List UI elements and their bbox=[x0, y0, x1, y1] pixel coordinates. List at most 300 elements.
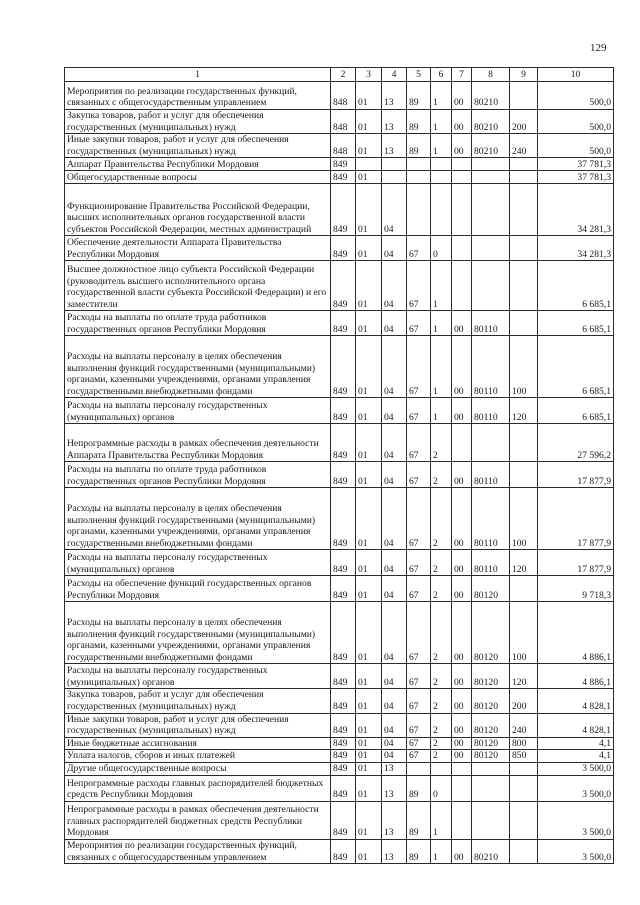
section-code: 01 bbox=[356, 171, 382, 184]
expense-type-code: 100 bbox=[510, 602, 538, 664]
expense-name: Высшее должностное лицо субъекта Российской Федерации (руководитель высшего исполнительного органа государственной власти субъекта Российской Федерации) и его заместители bbox=[65, 261, 331, 311]
direction-code: 80120 bbox=[472, 750, 510, 763]
amount: 500,0 bbox=[538, 110, 614, 134]
budget-table bbox=[64, 67, 614, 864]
expense-type-code bbox=[510, 839, 538, 863]
column-header: 7 bbox=[452, 68, 472, 82]
table-row bbox=[65, 158, 614, 171]
direction-code: 80110 bbox=[472, 398, 510, 424]
ministry-code: 849 bbox=[331, 664, 356, 689]
subsection-code: 04 bbox=[382, 184, 407, 236]
subprogram-code: 2 bbox=[431, 488, 452, 550]
subsection-code: 04 bbox=[382, 602, 407, 664]
subsection-code: 04 bbox=[382, 689, 407, 713]
subprogram-code: 1 bbox=[431, 336, 452, 398]
expense-type-code: 200 bbox=[510, 689, 538, 713]
event-code: 00 bbox=[452, 750, 472, 763]
program-code: 89 bbox=[407, 775, 431, 801]
event-code: 00 bbox=[452, 737, 472, 750]
direction-code bbox=[472, 236, 510, 261]
table-row bbox=[65, 801, 614, 839]
ministry-code: 848 bbox=[331, 82, 356, 110]
subprogram-code: 1 bbox=[431, 82, 452, 110]
program-code: 67 bbox=[407, 550, 431, 576]
event-code: 00 bbox=[452, 336, 472, 398]
amount: 500,0 bbox=[538, 82, 614, 110]
direction-code bbox=[472, 261, 510, 311]
section-code: 01 bbox=[356, 801, 382, 839]
ministry-code: 849 bbox=[331, 775, 356, 801]
subsection-code: 04 bbox=[382, 261, 407, 311]
direction-code: 80120 bbox=[472, 713, 510, 737]
section-code: 01 bbox=[356, 184, 382, 236]
amount: 17 877,9 bbox=[538, 488, 614, 550]
section-code: 01 bbox=[356, 82, 382, 110]
expense-type-code bbox=[510, 82, 538, 110]
table-row bbox=[65, 171, 614, 184]
subprogram-code: 2 bbox=[431, 424, 452, 462]
program-code: 67 bbox=[407, 398, 431, 424]
expense-type-code: 850 bbox=[510, 750, 538, 763]
subprogram-code: 2 bbox=[431, 576, 452, 602]
subsection-code: 04 bbox=[382, 424, 407, 462]
direction-code: 80110 bbox=[472, 550, 510, 576]
amount: 4,1 bbox=[538, 737, 614, 750]
expense-name: Иные закупки товаров, работ и услуг для обеспечения государственных (муниципальных) нужд bbox=[65, 134, 331, 158]
amount: 4 828,1 bbox=[538, 713, 614, 737]
event-code: 00 bbox=[452, 550, 472, 576]
table-row bbox=[65, 737, 614, 750]
table-row bbox=[65, 839, 614, 863]
direction-code: 80110 bbox=[472, 488, 510, 550]
amount: 500,0 bbox=[538, 134, 614, 158]
program-code: 67 bbox=[407, 664, 431, 689]
direction-code bbox=[472, 184, 510, 236]
program-code: 67 bbox=[407, 602, 431, 664]
table-row bbox=[65, 576, 614, 602]
expense-type-code: 100 bbox=[510, 336, 538, 398]
program-code bbox=[407, 184, 431, 236]
section-code: 01 bbox=[356, 261, 382, 311]
direction-code: 80120 bbox=[472, 737, 510, 750]
amount: 4 886,1 bbox=[538, 664, 614, 689]
subsection-code: 13 bbox=[382, 801, 407, 839]
amount: 3 500,0 bbox=[538, 762, 614, 775]
program-code: 67 bbox=[407, 737, 431, 750]
direction-code bbox=[472, 801, 510, 839]
expense-type-code bbox=[510, 184, 538, 236]
subsection-code: 04 bbox=[382, 311, 407, 336]
expense-name: Другие общегосударственные вопросы bbox=[65, 762, 331, 775]
expense-name: Расходы на выплаты персоналу в целях обеспечения выполнения функций государственными (муниципальными) органами, казенными учреждениями, органами управления государственными внебюджетными фондами bbox=[65, 488, 331, 550]
subprogram-code: 2 bbox=[431, 713, 452, 737]
expense-type-code: 120 bbox=[510, 398, 538, 424]
ministry-code: 849 bbox=[331, 261, 356, 311]
program-code: 89 bbox=[407, 134, 431, 158]
column-header: 8 bbox=[472, 68, 510, 82]
expense-type-code: 100 bbox=[510, 488, 538, 550]
section-code: 01 bbox=[356, 488, 382, 550]
expense-type-code bbox=[510, 801, 538, 839]
program-code: 67 bbox=[407, 462, 431, 488]
ministry-code: 849 bbox=[331, 839, 356, 863]
subprogram-code: 2 bbox=[431, 689, 452, 713]
subsection-code: 04 bbox=[382, 398, 407, 424]
event-code: 00 bbox=[452, 82, 472, 110]
section-code: 01 bbox=[356, 602, 382, 664]
amount: 9 718,3 bbox=[538, 576, 614, 602]
expense-type-code bbox=[510, 261, 538, 311]
ministry-code: 849 bbox=[331, 158, 356, 171]
subsection-code: 04 bbox=[382, 713, 407, 737]
program-code: 89 bbox=[407, 839, 431, 863]
amount: 3 500,0 bbox=[538, 775, 614, 801]
expense-type-code bbox=[510, 775, 538, 801]
direction-code bbox=[472, 762, 510, 775]
table-row bbox=[65, 602, 614, 664]
ministry-code: 848 bbox=[331, 110, 356, 134]
column-header: 1 bbox=[65, 68, 331, 82]
event-code bbox=[452, 261, 472, 311]
event-code bbox=[452, 236, 472, 261]
event-code: 00 bbox=[452, 462, 472, 488]
column-header: 3 bbox=[356, 68, 382, 82]
amount: 6 685,1 bbox=[538, 311, 614, 336]
amount: 3 500,0 bbox=[538, 801, 614, 839]
ministry-code: 849 bbox=[331, 713, 356, 737]
event-code bbox=[452, 424, 472, 462]
subprogram-code bbox=[431, 184, 452, 236]
amount: 37 781,3 bbox=[538, 171, 614, 184]
section-code: 01 bbox=[356, 550, 382, 576]
ministry-code: 849 bbox=[331, 737, 356, 750]
subprogram-code: 1 bbox=[431, 110, 452, 134]
subprogram-code: 0 bbox=[431, 775, 452, 801]
section-code: 01 bbox=[356, 311, 382, 336]
section-code: 01 bbox=[356, 737, 382, 750]
subsection-code bbox=[382, 158, 407, 171]
amount: 17 877,9 bbox=[538, 462, 614, 488]
event-code: 00 bbox=[452, 110, 472, 134]
table-row bbox=[65, 775, 614, 801]
column-header: 6 bbox=[431, 68, 452, 82]
event-code: 00 bbox=[452, 839, 472, 863]
ministry-code: 849 bbox=[331, 336, 356, 398]
event-code bbox=[452, 801, 472, 839]
direction-code bbox=[472, 158, 510, 171]
ministry-code: 849 bbox=[331, 550, 356, 576]
page-number: 129 bbox=[590, 42, 607, 54]
direction-code: 80120 bbox=[472, 576, 510, 602]
table-row bbox=[65, 664, 614, 689]
ministry-code: 849 bbox=[331, 762, 356, 775]
section-code: 01 bbox=[356, 689, 382, 713]
subsection-code: 13 bbox=[382, 762, 407, 775]
subprogram-code: 1 bbox=[431, 801, 452, 839]
expense-type-code: 120 bbox=[510, 550, 538, 576]
expense-name: Обеспечение деятельности Аппарата Правительства Республики Мордовия bbox=[65, 236, 331, 261]
program-code: 89 bbox=[407, 110, 431, 134]
subprogram-code: 2 bbox=[431, 550, 452, 576]
expense-name: Расходы на выплаты по оплате труда работников государственных органов Республики Мордовия bbox=[65, 462, 331, 488]
direction-code: 80120 bbox=[472, 689, 510, 713]
subprogram-code bbox=[431, 762, 452, 775]
subsection-code: 04 bbox=[382, 576, 407, 602]
expense-name: Закупка товаров, работ и услуг для обеспечения государственных (муниципальных) нужд bbox=[65, 110, 331, 134]
direction-code: 80120 bbox=[472, 664, 510, 689]
section-code: 01 bbox=[356, 762, 382, 775]
expense-name: Мероприятия по реализации государственных функций, связанных с общегосударственным управлением bbox=[65, 839, 331, 863]
event-code: 00 bbox=[452, 602, 472, 664]
direction-code bbox=[472, 775, 510, 801]
expense-type-code bbox=[510, 424, 538, 462]
subsection-code bbox=[382, 171, 407, 184]
expense-name: Уплата налогов, сборов и иных платежей bbox=[65, 750, 331, 763]
subprogram-code: 1 bbox=[431, 839, 452, 863]
table-row bbox=[65, 550, 614, 576]
expense-type-code bbox=[510, 762, 538, 775]
subprogram-code: 2 bbox=[431, 737, 452, 750]
amount: 4,1 bbox=[538, 750, 614, 763]
amount: 4 886,1 bbox=[538, 602, 614, 664]
event-code: 00 bbox=[452, 576, 472, 602]
expense-name: Расходы на выплаты персоналу в целях обеспечения выполнения функций государственными (муниципальными) органами, казенными учреждениями, органами управления государственными внебюджетными фондами bbox=[65, 602, 331, 664]
subsection-code: 04 bbox=[382, 550, 407, 576]
ministry-code: 849 bbox=[331, 602, 356, 664]
subsection-code: 13 bbox=[382, 110, 407, 134]
expense-name: Закупка товаров, работ и услуг для обеспечения государственных (муниципальных) нужд bbox=[65, 689, 331, 713]
event-code bbox=[452, 184, 472, 236]
table-header bbox=[65, 68, 614, 82]
direction-code bbox=[472, 171, 510, 184]
subsection-code: 04 bbox=[382, 336, 407, 398]
subsection-code: 13 bbox=[382, 839, 407, 863]
amount: 17 877,9 bbox=[538, 550, 614, 576]
subsection-code: 04 bbox=[382, 664, 407, 689]
section-code: 01 bbox=[356, 576, 382, 602]
section-code: 01 bbox=[356, 424, 382, 462]
event-code: 00 bbox=[452, 311, 472, 336]
subprogram-code: 2 bbox=[431, 602, 452, 664]
table-row bbox=[65, 762, 614, 775]
ministry-code: 848 bbox=[331, 134, 356, 158]
event-code bbox=[452, 762, 472, 775]
subsection-code: 04 bbox=[382, 750, 407, 763]
expense-type-code: 240 bbox=[510, 713, 538, 737]
amount: 3 500,0 bbox=[538, 839, 614, 863]
subprogram-code bbox=[431, 158, 452, 171]
program-code: 89 bbox=[407, 82, 431, 110]
table-body bbox=[65, 82, 614, 864]
direction-code bbox=[472, 424, 510, 462]
amount: 37 781,3 bbox=[538, 158, 614, 171]
section-code: 01 bbox=[356, 398, 382, 424]
section-code: 01 bbox=[356, 462, 382, 488]
subprogram-code: 0 bbox=[431, 236, 452, 261]
subprogram-code: 2 bbox=[431, 750, 452, 763]
ministry-code: 849 bbox=[331, 236, 356, 261]
program-code: 67 bbox=[407, 311, 431, 336]
expense-type-code: 240 bbox=[510, 134, 538, 158]
event-code: 00 bbox=[452, 488, 472, 550]
event-code: 00 bbox=[452, 664, 472, 689]
subsection-code: 04 bbox=[382, 236, 407, 261]
section-code: 01 bbox=[356, 664, 382, 689]
expense-name: Иные бюджетные ассигнования bbox=[65, 737, 331, 750]
expense-type-code bbox=[510, 576, 538, 602]
section-code: 01 bbox=[356, 110, 382, 134]
subprogram-code bbox=[431, 171, 452, 184]
subprogram-code: 1 bbox=[431, 134, 452, 158]
direction-code: 80210 bbox=[472, 110, 510, 134]
expense-name: Расходы на выплаты персоналу в целях обеспечения выполнения функций государственными (муниципальными) органами, казенными учреждениями, органами управления государственными внебюджетными фондами bbox=[65, 336, 331, 398]
program-code bbox=[407, 171, 431, 184]
event-code: 00 bbox=[452, 398, 472, 424]
program-code: 67 bbox=[407, 576, 431, 602]
section-code: 01 bbox=[356, 750, 382, 763]
direction-code: 80210 bbox=[472, 134, 510, 158]
expense-name: Непрограммные расходы в рамках обеспечения деятельности главных распорядителей бюджетных средств Республики Мордовия bbox=[65, 801, 331, 839]
section-code bbox=[356, 158, 382, 171]
expense-name: Непрограммные расходы главных распорядителей бюджетных средств Республики Мордовия bbox=[65, 775, 331, 801]
subsection-code: 04 bbox=[382, 737, 407, 750]
program-code: 67 bbox=[407, 689, 431, 713]
expense-name: Непрограммные расходы в рамках обеспечения деятельности Аппарата Правительства Республики Мордовия bbox=[65, 424, 331, 462]
event-code bbox=[452, 775, 472, 801]
table-row bbox=[65, 689, 614, 713]
program-code: 67 bbox=[407, 488, 431, 550]
subsection-code: 13 bbox=[382, 82, 407, 110]
expense-name: Расходы на обеспечение функций государственных органов Республики Мордовия bbox=[65, 576, 331, 602]
expense-type-code bbox=[510, 171, 538, 184]
event-code: 00 bbox=[452, 689, 472, 713]
section-code: 01 bbox=[356, 839, 382, 863]
expense-type-code bbox=[510, 158, 538, 171]
table-row bbox=[65, 184, 614, 236]
subsection-code: 04 bbox=[382, 462, 407, 488]
ministry-code: 849 bbox=[331, 462, 356, 488]
program-code bbox=[407, 158, 431, 171]
table-row bbox=[65, 750, 614, 763]
table-row bbox=[65, 110, 614, 134]
expense-type-code: 120 bbox=[510, 664, 538, 689]
ministry-code: 849 bbox=[331, 171, 356, 184]
expense-name: Общегосударственные вопросы bbox=[65, 171, 331, 184]
program-code: 67 bbox=[407, 713, 431, 737]
expense-name: Расходы на выплаты персоналу государственных (муниципальных) органов bbox=[65, 398, 331, 424]
program-code: 67 bbox=[407, 236, 431, 261]
amount: 6 685,1 bbox=[538, 336, 614, 398]
table-row bbox=[65, 236, 614, 261]
header-row bbox=[65, 68, 614, 82]
ministry-code: 849 bbox=[331, 689, 356, 713]
expense-type-code bbox=[510, 462, 538, 488]
ministry-code: 849 bbox=[331, 488, 356, 550]
amount: 4 828,1 bbox=[538, 689, 614, 713]
event-code bbox=[452, 171, 472, 184]
ministry-code: 849 bbox=[331, 801, 356, 839]
event-code: 00 bbox=[452, 134, 472, 158]
expense-type-code: 200 bbox=[510, 110, 538, 134]
program-code: 89 bbox=[407, 801, 431, 839]
expense-name: Иные закупки товаров, работ и услуг для обеспечения государственных (муниципальных) нужд bbox=[65, 713, 331, 737]
section-code: 01 bbox=[356, 713, 382, 737]
direction-code: 80120 bbox=[472, 602, 510, 664]
event-code bbox=[452, 158, 472, 171]
ministry-code: 849 bbox=[331, 576, 356, 602]
table-row bbox=[65, 398, 614, 424]
subprogram-code: 2 bbox=[431, 462, 452, 488]
table-row bbox=[65, 336, 614, 398]
column-header: 2 bbox=[331, 68, 356, 82]
ministry-code: 849 bbox=[331, 398, 356, 424]
table-row bbox=[65, 424, 614, 462]
subprogram-code: 1 bbox=[431, 398, 452, 424]
ministry-code: 849 bbox=[331, 750, 356, 763]
column-header: 4 bbox=[382, 68, 407, 82]
subsection-code: 04 bbox=[382, 488, 407, 550]
program-code: 67 bbox=[407, 261, 431, 311]
table-row bbox=[65, 134, 614, 158]
expense-name: Расходы на выплаты по оплате труда работников государственных органов Республики Мордовия bbox=[65, 311, 331, 336]
column-header: 10 bbox=[538, 68, 614, 82]
direction-code: 80110 bbox=[472, 311, 510, 336]
section-code: 01 bbox=[356, 336, 382, 398]
direction-code: 80210 bbox=[472, 839, 510, 863]
expense-name: Расходы на выплаты персоналу государственных (муниципальных) органов bbox=[65, 550, 331, 576]
amount: 27 596,2 bbox=[538, 424, 614, 462]
ministry-code: 849 bbox=[331, 184, 356, 236]
table-row bbox=[65, 311, 614, 336]
column-header: 9 bbox=[510, 68, 538, 82]
table-row bbox=[65, 462, 614, 488]
section-code: 01 bbox=[356, 236, 382, 261]
expense-name: Функционирование Правительства Российской Федерации, высших исполнительных органов государственной власти субъектов Российской Федерации, местных администраций bbox=[65, 184, 331, 236]
table-row bbox=[65, 488, 614, 550]
expense-type-code bbox=[510, 311, 538, 336]
amount: 6 685,1 bbox=[538, 398, 614, 424]
direction-code: 80110 bbox=[472, 336, 510, 398]
subprogram-code: 2 bbox=[431, 664, 452, 689]
section-code: 01 bbox=[356, 775, 382, 801]
program-code: 67 bbox=[407, 336, 431, 398]
expense-name: Расходы на выплаты персоналу государственных (муниципальных) органов bbox=[65, 664, 331, 689]
amount: 6 685,1 bbox=[538, 261, 614, 311]
subsection-code: 13 bbox=[382, 134, 407, 158]
amount: 34 281,3 bbox=[538, 184, 614, 236]
expense-name: Аппарат Правительства Республики Мордовия bbox=[65, 158, 331, 171]
subprogram-code: 1 bbox=[431, 311, 452, 336]
expense-name: Мероприятия по реализации государственных функций, связанных с общегосударственным управлением bbox=[65, 82, 331, 110]
subprogram-code: 1 bbox=[431, 261, 452, 311]
direction-code: 80210 bbox=[472, 82, 510, 110]
table-row bbox=[65, 713, 614, 737]
section-code: 01 bbox=[356, 134, 382, 158]
subsection-code: 13 bbox=[382, 775, 407, 801]
program-code bbox=[407, 762, 431, 775]
expense-type-code bbox=[510, 236, 538, 261]
ministry-code: 849 bbox=[331, 311, 356, 336]
expense-type-code: 800 bbox=[510, 737, 538, 750]
table-row bbox=[65, 261, 614, 311]
column-header: 5 bbox=[407, 68, 431, 82]
direction-code: 80110 bbox=[472, 462, 510, 488]
amount: 34 281,3 bbox=[538, 236, 614, 261]
event-code: 00 bbox=[452, 713, 472, 737]
program-code: 67 bbox=[407, 750, 431, 763]
ministry-code: 849 bbox=[331, 424, 356, 462]
table-row bbox=[65, 82, 614, 110]
